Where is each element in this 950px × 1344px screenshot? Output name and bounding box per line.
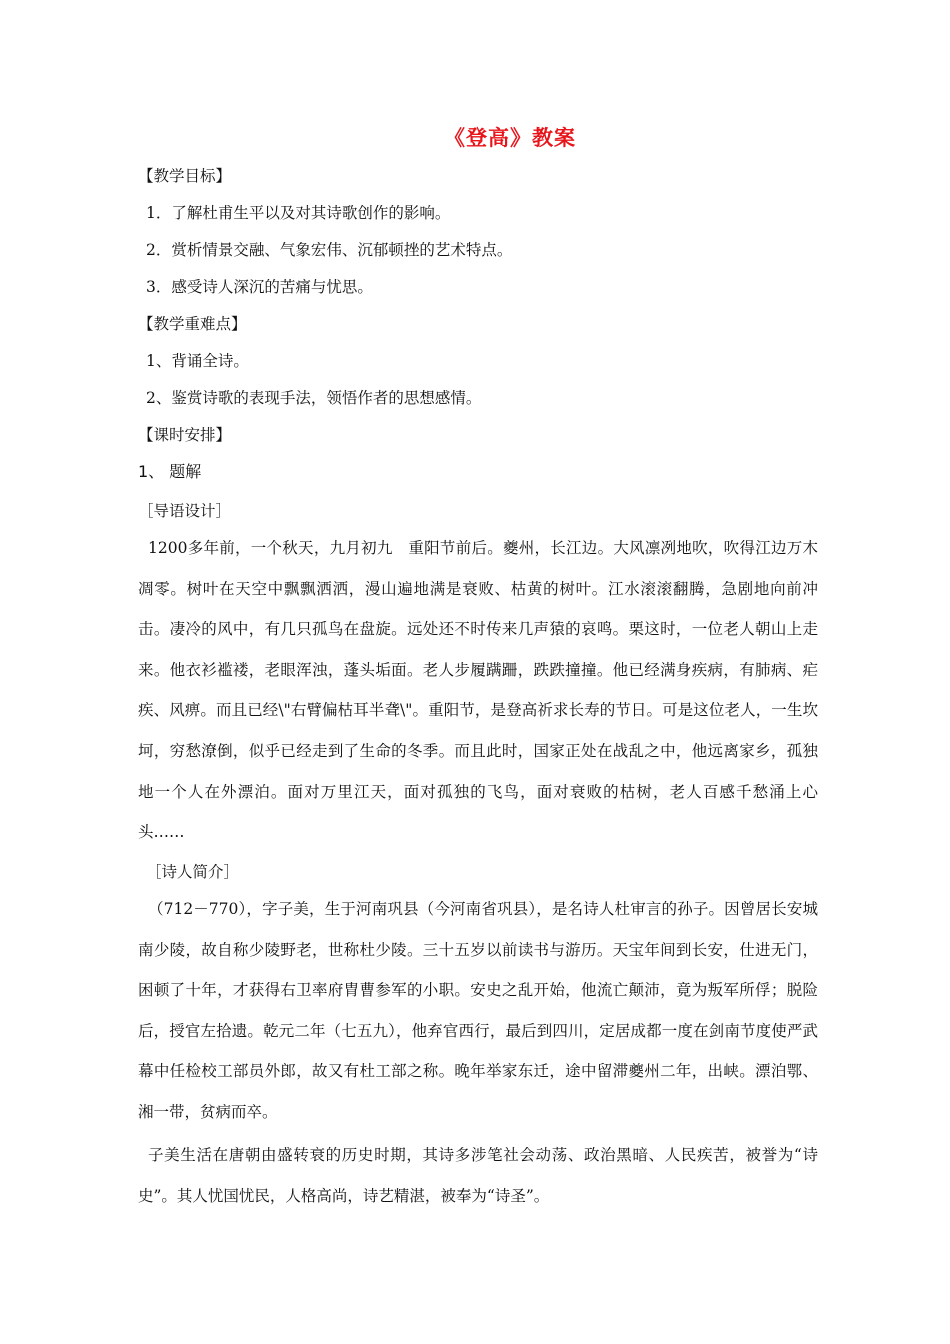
poet-summary-paragraph: 子美生活在唐朝由盛转衰的历史时期，其诗多涉笔社会动荡、政治黑暗、人民疾苦，被誉为“诗史”。其人忧国忧民，人格高尚，诗艺精湛，被奉为“诗圣”。 [138, 1146, 818, 1205]
objectives-heading: 【教学目标】 [138, 167, 232, 185]
poet-paragraph: （712－770），字子美，生于河南巩县（今河南省巩县），是名诗人杜审言的孙子。因曾居长安城南少陵，故自称少陵野老，世称杜少陵。三十五岁以前读书与游历。天宝年间到长安，仕进无门，困顿了十年，才获得右卫率府胄曹参军的小职。安史之乱开始，他流亡颠沛，竟为叛军所俘；脱险后，授官左拾遗。乾元二年（七五九），他弃官西行，最后到四川，定居成都一度在剑南节度使严武幕中任检校工部员外郎，故又有杜工部之称。晚年举家东迁，途中留滞夔州二年，出峡。漂泊鄂、湘一带，贫病而卒。 [138, 900, 818, 1121]
objective-item: 1．了解杜甫生平以及对其诗歌创作的影响。 [146, 204, 451, 222]
section-heading: 1、 题解 [138, 462, 202, 481]
schedule-heading: 【课时安排】 [138, 426, 232, 444]
keypoint-item: 1、背诵全诗。 [146, 352, 249, 370]
keypoint-item: 2、鉴赏诗歌的表现手法，领悟作者的思想感情。 [146, 389, 482, 407]
keypoints-heading: 【教学重难点】 [138, 315, 247, 333]
document-title: 《登高》教案 [444, 125, 576, 150]
poet-heading: ［诗人简介］ [146, 863, 240, 881]
intro-heading: ［导语设计］ [138, 502, 232, 520]
objective-item: 3．感受诗人深沉的苦痛与忧思。 [146, 278, 373, 296]
intro-paragraph: 1200多年前，一个秋天，九月初九 重阳节前后。夔州，长江边。大风凛冽地吹，吹得江边万木凋零。树叶在天空中飘飘洒洒，漫山遍地满是衰败、枯黄的树叶。江水滚滚翻腾，急剧地向前冲击。凄冷的风中，有几只孤鸟在盘旋。远处还不时传来几声猿的哀鸣。栗这时，一位老人朝山上走来。他衣衫褴褛，老眼浑浊，蓬头垢面。老人步履蹒跚，跌跌撞撞。他已经满身疾病，有肺病、疟疾、风痹。而且已经\"右臂偏枯耳半聋\"。重阳节，是登高祈求长寿的节日。可是这位老人，一生坎坷，穷愁潦倒，似乎已经走到了生命的冬季。而且此时，国家正处在战乱之中，他远离家乡，孤独地一个人在外漂泊。面对万里江天，面对孤独的飞鸟，面对衰败的枯树，老人百感千愁涌上心头…… [138, 539, 818, 842]
objective-item: 2．赏析情景交融、气象宏伟、沉郁顿挫的艺术特点。 [146, 241, 513, 259]
